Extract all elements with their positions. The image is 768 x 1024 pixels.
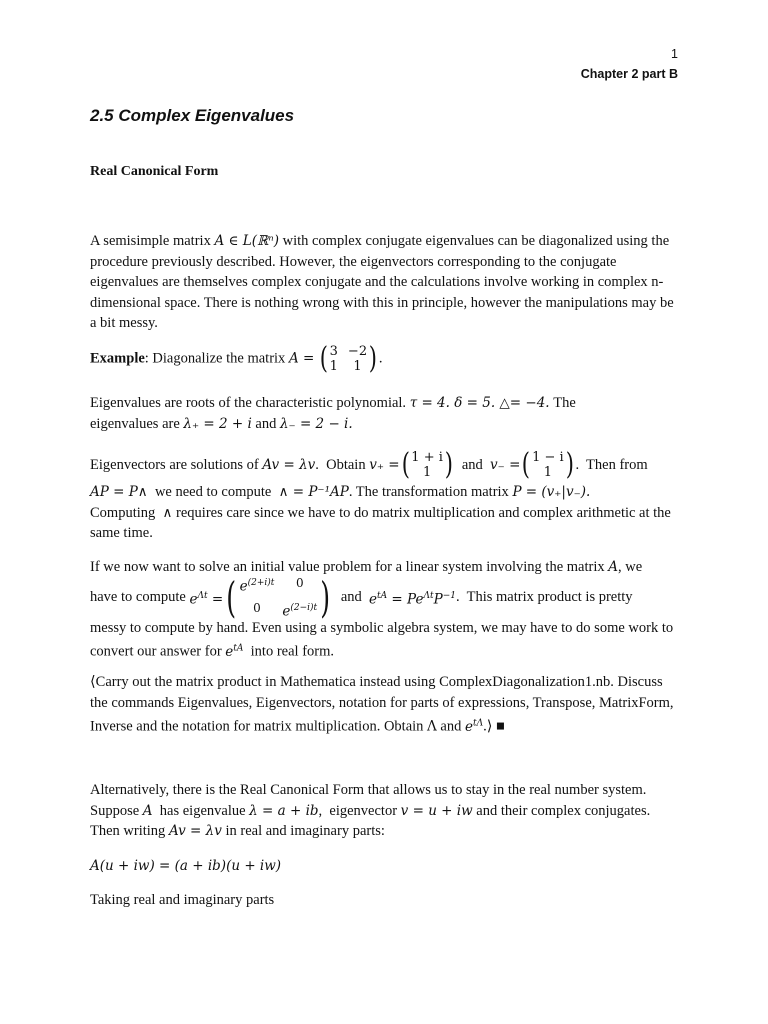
final-line [90, 890, 680, 911]
lambda-minus: λ₋ = 2 − i. [279, 415, 353, 432]
eigvec-text-1: Eigenvectors are solutions of [90, 456, 259, 473]
eigenvectors-paragraph [90, 447, 680, 544]
etA-2-sup: tA [233, 643, 244, 654]
vector-cell: 1 [543, 465, 553, 480]
alt-text-3: , eigenvector [318, 802, 401, 819]
eigenvalues-text-end: The [549, 395, 576, 411]
alt-math-2: λ = a + ib [249, 802, 319, 819]
example-end: . [378, 350, 383, 367]
eigvec-math-3: ∧ = P⁻¹AP [278, 484, 349, 500]
page-number: 1 [671, 47, 678, 61]
alt-text-5: Then writing [90, 823, 169, 840]
eigvec-text-6: Computing [90, 504, 163, 521]
vminus-vector: ( 1 − i 1 ) [522, 447, 574, 482]
alt-math-1: A [142, 802, 153, 819]
carry-math-1: Λ [427, 718, 437, 735]
page-header [581, 44, 678, 84]
section-title: 2.5 Complex Eigenvalues [90, 106, 295, 125]
intro-text-2: with complex conjugate eigenvalues can be diagonalized using the procedure previously described. However, the eigenvectors corresponding to the conjugate eigenvalues are themselves complex conjugate and the calculations involve working in complex n-dimensional space. There is nothing wrong with this in principle, however the manipulations may be a bit messy. [90, 233, 674, 332]
matrix-cell: 1 [329, 359, 338, 374]
matrix-cell: 1 [353, 359, 362, 374]
eigenvalues-text-2: eigenvalues are [90, 415, 184, 432]
eigenvalues-math-1: τ = 4. δ = 5. △= −4. [409, 395, 550, 411]
etA-rest2: P [433, 591, 443, 608]
etA-sup: tA [377, 590, 388, 601]
and-text: and [454, 456, 491, 473]
matrix-cell: 3 [329, 344, 338, 359]
eigenvalues-paragraph [90, 393, 680, 434]
vector-cell: 1 + i [411, 450, 443, 465]
diag-cell-sup: (2−i)t [290, 602, 318, 613]
diag-matrix: ( $e^{(2+i)t}$ 0 0 $e^{(2-i)t}$ ) [226, 572, 331, 622]
vplus-vector: ( 1 + i 1 ) [401, 447, 453, 482]
alt-math-4: Av = λv [168, 823, 222, 840]
etA-2: e [225, 643, 234, 660]
ivp-text-5: messy to compute by hand. Even using a symbolic algebra system, we may have to do some work to convert our answer for [90, 619, 674, 660]
eigvec-text-4: we need to compute [147, 484, 279, 500]
subheading: Real Canonical Form [90, 164, 219, 179]
eigvec-text-2: . Obtain [315, 456, 370, 473]
etA-sup3: −1 [442, 590, 457, 601]
diag-cell-sup: (2+i)t [247, 578, 275, 589]
etA-sup2: Λt [423, 590, 434, 601]
alternative-paragraph [90, 780, 680, 842]
eigvec-text-3: . Then from [575, 456, 648, 473]
diag-cell: 0 [253, 600, 261, 615]
eigvec-math-4: P = (v₊|v₋). [512, 484, 591, 500]
diag-cell: 0 [295, 576, 304, 591]
carry-out-paragraph [90, 672, 680, 737]
carry-math-2: e [464, 718, 473, 735]
eigvec-text-7: requires care since we have to do matrix multiplication and complex arithmetic at the same time. [90, 504, 671, 542]
eigvec-math-5: ∧ [162, 504, 173, 521]
ivp-text-1: If we now want to solve an initial value problem for a linear system involving the matrix [90, 559, 609, 575]
equation: A(u + iw) = (a + ib)(u + iw) [90, 858, 282, 874]
eigvec-math-2: AP = P∧ [90, 484, 148, 500]
lambda-plus: λ₊ = 2 + i [183, 415, 252, 432]
carry-end: .⟩ ■ [483, 718, 505, 735]
vector-cell: 1 [422, 465, 432, 480]
matrix-a: ( 3 −2 1 1 ) [319, 341, 378, 376]
exp-lhs-sup: Λt [197, 590, 208, 601]
ivp-text-3: have to compute [90, 589, 190, 606]
alt-text-4: and their complex conjugates. [472, 802, 651, 819]
diag-cell: e [282, 603, 291, 620]
eigenvalues-text-1: Eigenvalues are roots of the characteristic polynomial. [90, 395, 410, 411]
vminus-lhs: v₋ = [490, 456, 521, 473]
carry-math-2-sup: tΛ [472, 718, 484, 729]
chapter-label: Chapter 2 part B [580, 67, 678, 81]
exp-lhs: e [189, 591, 198, 608]
vplus-lhs: v₊ = [369, 456, 400, 473]
ivp-text-2: , we [618, 559, 643, 575]
alt-text-6: in real and imaginary parts: [221, 823, 385, 840]
eigvec-math-1: Av = λv [262, 456, 316, 473]
etA: e [369, 591, 378, 608]
equation-line [90, 856, 680, 877]
example-text: : Diagonalize the matrix [144, 350, 289, 367]
final-text: Taking real and imaginary parts [90, 892, 275, 908]
ivp-paragraph [90, 557, 680, 662]
and-text: and [251, 415, 280, 432]
etA-rest: = Pe [387, 591, 424, 608]
alt-text-2: has eigenvalue [152, 802, 250, 819]
eigvec-text-5: . The transformation matrix [348, 484, 513, 500]
ivp-text-6: into real form. [243, 643, 335, 660]
matrix-cell: −2 [347, 344, 368, 359]
intro-math: A ∈ L(ℝⁿ) [214, 233, 279, 249]
example-line [90, 341, 680, 376]
ivp-text-4: . This matrix product is pretty [456, 589, 633, 606]
ivp-math-a: A [608, 559, 618, 575]
alt-math-3: v = u + iw [400, 802, 473, 819]
alt-text-1: Alternatively, there is the Real Canonical Form that allows us to stay in the real number system. Suppose [90, 782, 647, 819]
intro-text-1: A semisimple matrix [90, 233, 215, 249]
and-text: and [436, 718, 465, 735]
vector-cell: 1 − i [532, 450, 564, 465]
example-lhs: A = [288, 350, 315, 367]
carry-text: ⟨Carry out the matrix product in Mathematica instead using ComplexDiagonalization1.nb. Discuss the commands Eigenvalues, Eigenvectors, notation for parts of expressions, Transpose, MatrixForm, Inverse and the notation for matrix multiplication. Obtain [90, 674, 674, 735]
intro-paragraph [90, 231, 680, 334]
diag-cell: e [239, 578, 248, 595]
and-text: and [333, 589, 370, 606]
equals: = [207, 591, 224, 608]
example-label: Example [90, 350, 145, 367]
